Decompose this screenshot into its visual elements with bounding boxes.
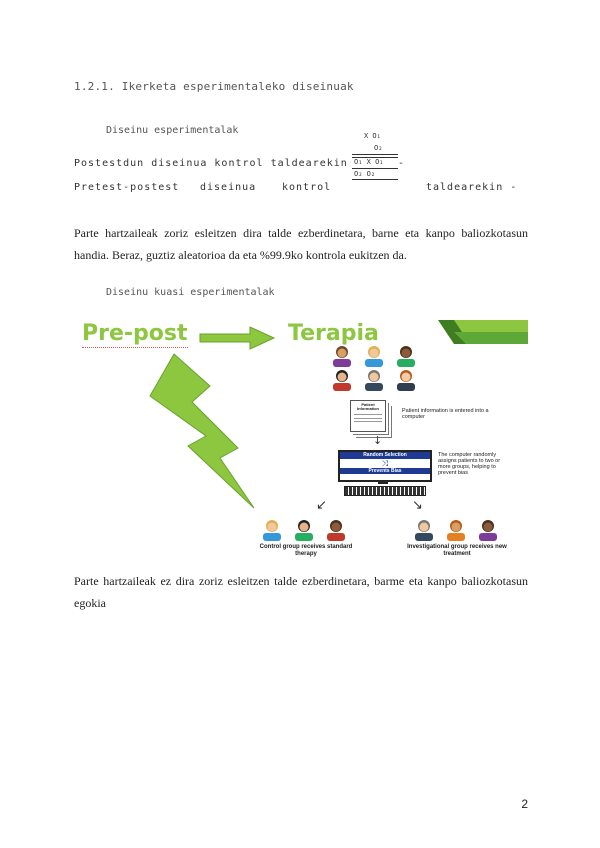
prepost-label: Pre-post [82,321,188,346]
page-number: 2 [521,797,528,811]
lightning-icon [150,354,254,508]
paragraph-experimental: Parte hartzaileak zoriz esleitzen dira talde ezberdinetara, barne eta kanpo baliozkotasun handia. Beraz, guztiz aleatorioa da eta %99.9ko kontrola eukitzen da. [74,226,528,262]
patient-group-icon [330,344,442,392]
monitor-stand [378,480,388,484]
quasi-design-figure [74,318,528,562]
notation-rule [352,179,398,180]
control-group-caption: Control group receives standard therapy [259,544,353,557]
person-icon [365,346,383,367]
arrow-down-icon: ↓ [373,434,383,447]
design-line-posttest-dash: - [398,158,406,169]
person-icon [295,520,313,541]
investigational-group-icon [412,518,502,542]
person-icon [397,370,415,391]
section-heading: 1.2.1. Ikerketa esperimentaleko diseinuak [74,80,354,93]
person-icon [415,520,433,541]
investigational-group-caption: Investigational group receives new treatment [407,544,507,557]
design-line-pretest-d: taldearekin - [426,182,518,193]
patient-document-icon [350,400,386,432]
person-icon [447,520,465,541]
person-icon [365,370,383,391]
person-icon [479,520,497,541]
paragraph-quasi: Parte hartzaileak ez dira zoriz esleitzen talde ezberdinetara, barme eta kanpo baliozkotasun egokia [74,574,528,610]
patient-info-caption: Patient information is entered into a computer [402,408,489,420]
arrow-right-icon [200,327,274,349]
subheading-experimental: Diseinu esperimentalak [106,125,239,136]
prevents-bias-label: Prevents Bias [340,468,430,474]
random-selection-title: Random Selection [340,452,430,459]
notation-row-4: O₂ O₂ [354,170,376,178]
person-icon [397,346,415,367]
notation-rule [352,168,398,169]
notation-row-2: O₂ [374,144,383,152]
person-icon [327,520,345,541]
arrow-down-right-icon: ↘ [412,498,423,513]
terapia-label: Terapia [288,321,379,346]
notation-row-1: X O₁ [364,132,381,140]
computer-caption: The computer randomly assigns patients to two or more groups, helping to prevent bias [438,452,501,476]
arrow-down-left-icon: ↙ [316,498,327,513]
shuffle-icon: ⤨ [381,459,389,468]
person-icon [333,346,351,367]
notation-rule [352,154,398,155]
patient-document-title: Patient Information [357,402,379,411]
person-icon [263,520,281,541]
design-line-pretest-b: diseinua [200,182,257,193]
control-group-icon [260,518,350,542]
design-line-posttest-text: Postestdun diseinua kontrol taldearekin [74,158,348,169]
design-line-posttest [74,158,348,169]
design-notation [340,130,402,182]
notation-row-3: O₁ X O₁ [354,158,384,166]
computer-monitor-icon [338,450,432,482]
subheading-quasi: Diseinu kuasi esperimentalak [106,287,275,298]
design-line-pretest-c: kontrol [282,182,332,193]
design-line-pretest-a: Pretest-postest [74,182,180,193]
keyboard-icon [344,486,426,496]
corner-ribbon-decor [454,332,528,344]
person-icon [333,370,351,391]
